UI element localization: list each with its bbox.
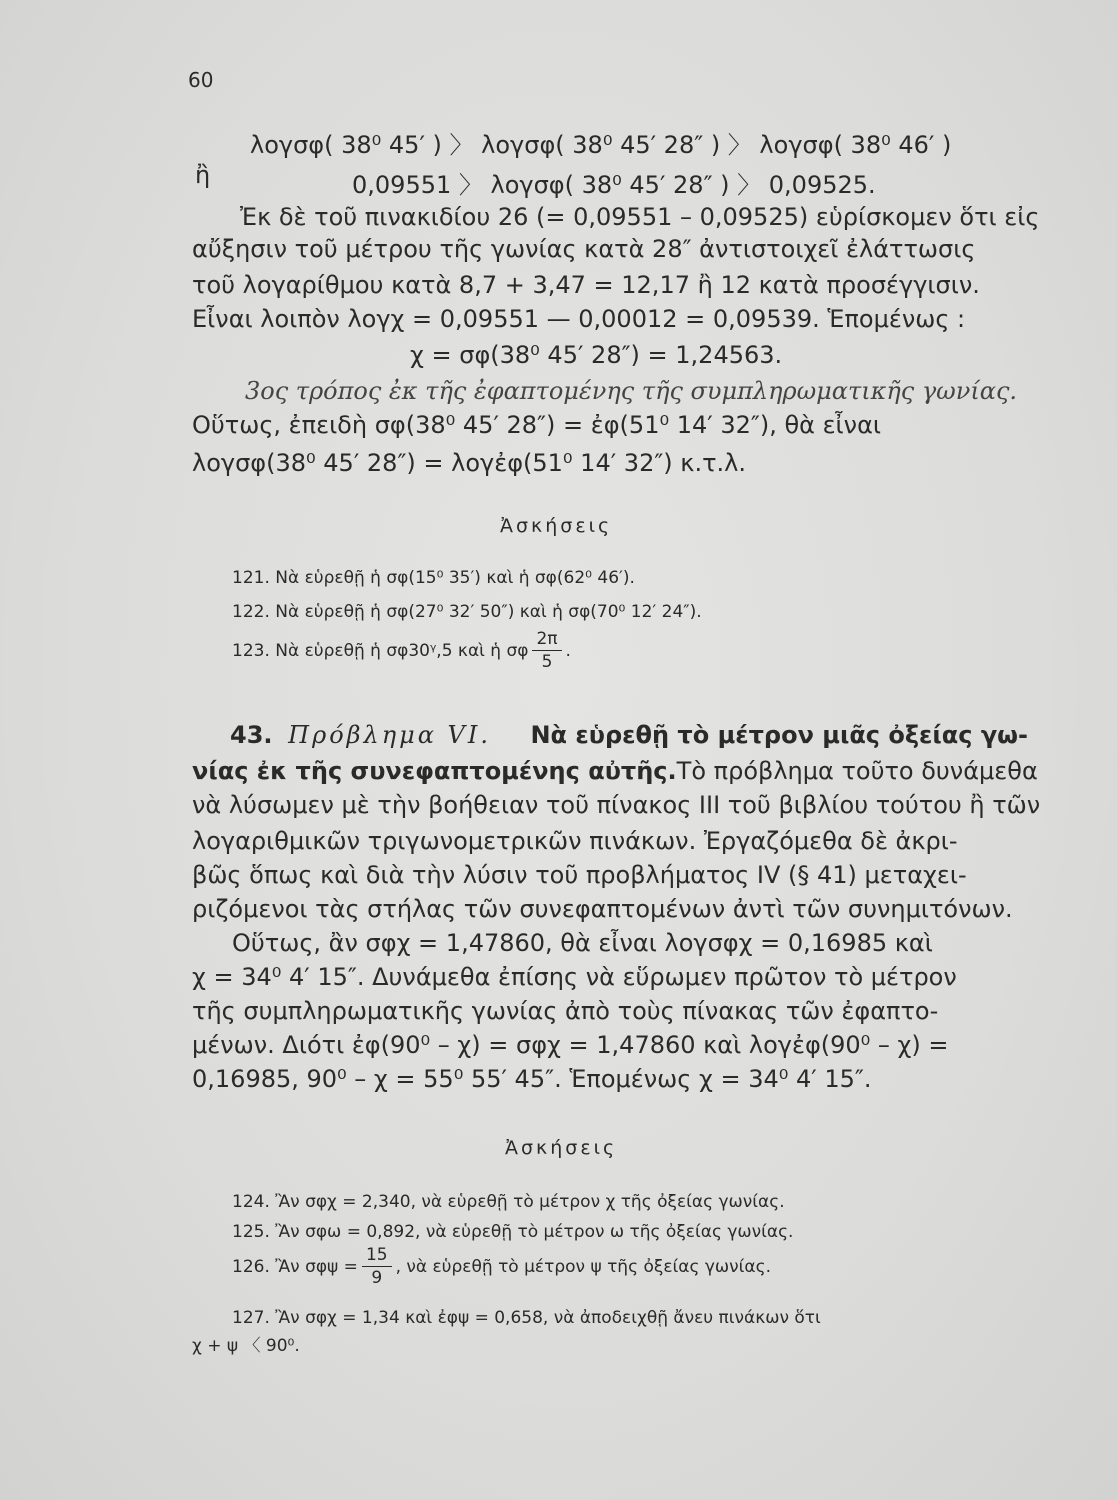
problem-statement-b: νίας ἐκ τῆς συνεφαπτομένης αὐτῆς.: [192, 757, 677, 785]
inequality-line-1: λογσφ( 38⁰ 45′ ) 〉 λογσφ( 38⁰ 45′ 28″ ) 〉 λογσφ( 38⁰ 46′ ): [250, 131, 952, 159]
exercise-125: 125. Ἂν σφω = 0,892, νὰ εὑρεθῇ τὸ μέτρον ω τῆς ὀξείας γωνίας.: [232, 1222, 794, 1242]
section-text-7: Οὕτως, ἂν σφχ = 1,47860, θὰ εἶναι λογσφχ = 0,16985 καὶ: [232, 929, 933, 957]
text-line-4: αὔξησιν τοῦ μέτρου τῆς γωνίας κατὰ 28″ ἀντιστοιχεῖ ἐλάττωσις: [192, 235, 976, 263]
section-text-10: μένων. Διότι ἐφ(90⁰ – χ) = σφχ = 1,47860 καὶ λογἐφ(90⁰ – χ) =: [192, 1031, 949, 1059]
inequality-line-2: 0,09551 〉 λογσφ( 38⁰ 45′ 28″ ) 〉 0,09525.: [352, 171, 876, 199]
result-line: χ = σφ(38⁰ 45′ 28″) = 1,24563.: [410, 341, 783, 369]
exercise-123: [232, 628, 571, 673]
exercise-124: 124. Ἂν σφχ = 2,340, νὰ εὑρεθῇ τὸ μέτρον χ τῆς ὀξείας γωνίας.: [232, 1192, 785, 1212]
method-heading: 3ος τρόπος ἐκ τῆς ἐφαπτομένης τῆς συμπληρωματικῆς γωνίας.: [245, 377, 1018, 405]
exercise-126-text-b: , νὰ εὑρεθῇ τὸ μέτρον ψ τῆς ὀξείας γωνίας.: [395, 1256, 771, 1277]
fraction-2pi-over-5: [532, 628, 561, 673]
exercises-heading-1: Ἀσκήσεις: [500, 515, 613, 537]
text-line-5: τοῦ λογαρίθμου κατὰ 8,7 + 3,47 = 12,17 ἢ 12 κατὰ προσέγγισιν.: [192, 271, 980, 299]
fraction-numerator: 2π: [532, 628, 561, 651]
text-line-9: Οὕτως, ἐπειδὴ σφ(38⁰ 45′ 28″) = ἐφ(51⁰ 14′ 32″), θὰ εἶναι: [192, 411, 882, 439]
section-number: 43.: [230, 721, 273, 749]
section-text-4: λογαριθμικῶν τριγωνομετρικῶν πινάκων. Ἐργαζόμεθα δὲ ἀκρι-: [192, 827, 958, 855]
problem-title: Πρόβλημα VI.: [288, 721, 491, 749]
section-text-8: χ = 34⁰ 4′ 15″. Δυνάμεθα ἐπίσης νὰ εὕρωμεν πρῶτον τὸ μέτρον: [192, 963, 957, 991]
exercise-123-end: .: [565, 640, 571, 661]
exercise-121: 121. Νὰ εὑρεθῇ ἡ σφ(15⁰ 35′) καὶ ἡ σφ(62⁰ 46′).: [232, 568, 635, 588]
text-line-10: λογσφ(38⁰ 45′ 28″) = λογἐφ(51⁰ 14′ 32″) κ.τ.λ.: [192, 449, 746, 477]
exercise-126-text-a: 126. Ἂν σφψ =: [232, 1256, 358, 1277]
fraction-15-over-9: [362, 1244, 392, 1289]
section-text-3: νὰ λύσωμεν μὲ τὴν βοήθειαν τοῦ πίνακος ΙΙΙ τοῦ βιβλίου τούτου ἢ τῶν: [192, 791, 1041, 819]
section-text-5: βῶς ὅπως καὶ διὰ τὴν λύσιν τοῦ προβλήματος IV (§ 41) μεταχει-: [192, 861, 967, 889]
section-43-line-1: [230, 720, 1028, 750]
page-number: 60: [188, 68, 214, 92]
exercise-123-text: 123. Νὰ εὑρεθῇ ἡ σφ30ᵞ,5 καὶ ἡ σφ: [232, 640, 529, 661]
section-43-line-2: [192, 756, 1038, 786]
exercise-126: [232, 1244, 771, 1289]
problem-statement-a: Νὰ εὑρεθῇ τὸ μέτρον μιᾶς ὀξείας γω-: [530, 721, 1028, 749]
fraction-denominator: 9: [371, 1268, 383, 1288]
section-text-11: 0,16985, 90⁰ – χ = 55⁰ 55′ 45″. Ἑπομένως χ = 34⁰ 4′ 15″.: [192, 1065, 872, 1093]
fraction-denominator: 5: [541, 652, 553, 672]
exercise-122: 122. Νὰ εὑρεθῇ ἡ σφ(27⁰ 32′ 50″) καὶ ἡ σφ(70⁰ 12′ 24″).: [232, 602, 702, 622]
exercise-127: 127. Ἂν σφχ = 1,34 καὶ ἐφψ = 0,658, νὰ ἀποδειχθῇ ἄνευ πινάκων ὅτι: [232, 1308, 821, 1328]
section-43-heading: [230, 720, 491, 750]
text-line-3: Ἐκ δὲ τοῦ πινακιδίου 26 (= 0,09551 – 0,09525) εὑρίσκομεν ὅτι εἰς: [240, 203, 1040, 231]
text-line-6: Εἶναι λοιπὸν λογχ = 0,09551 — 0,00012 = 0,09539. Ἑπομένως :: [192, 305, 966, 333]
section-text-9: τῆς συμπληρωματικῆς γωνίας ἀπὸ τοὺς πίνακας τῶν ἐφαπτο-: [192, 997, 939, 1025]
section-text-2: Τὸ πρόβλημα τοῦτο δυνάμεθα: [676, 757, 1038, 785]
inequality-line-2-prefix: ἢ: [195, 161, 211, 189]
fraction-numerator: 15: [362, 1244, 392, 1267]
exercises-heading-2: Ἀσκήσεις: [505, 1137, 618, 1159]
exercise-127-cont: χ + ψ 〈 90⁰.: [192, 1336, 300, 1356]
section-text-6: ριζόμενοι τὰς στήλας τῶν συνεφαπτομένων ἀντὶ τῶν συνημιτόνων.: [192, 895, 1013, 923]
